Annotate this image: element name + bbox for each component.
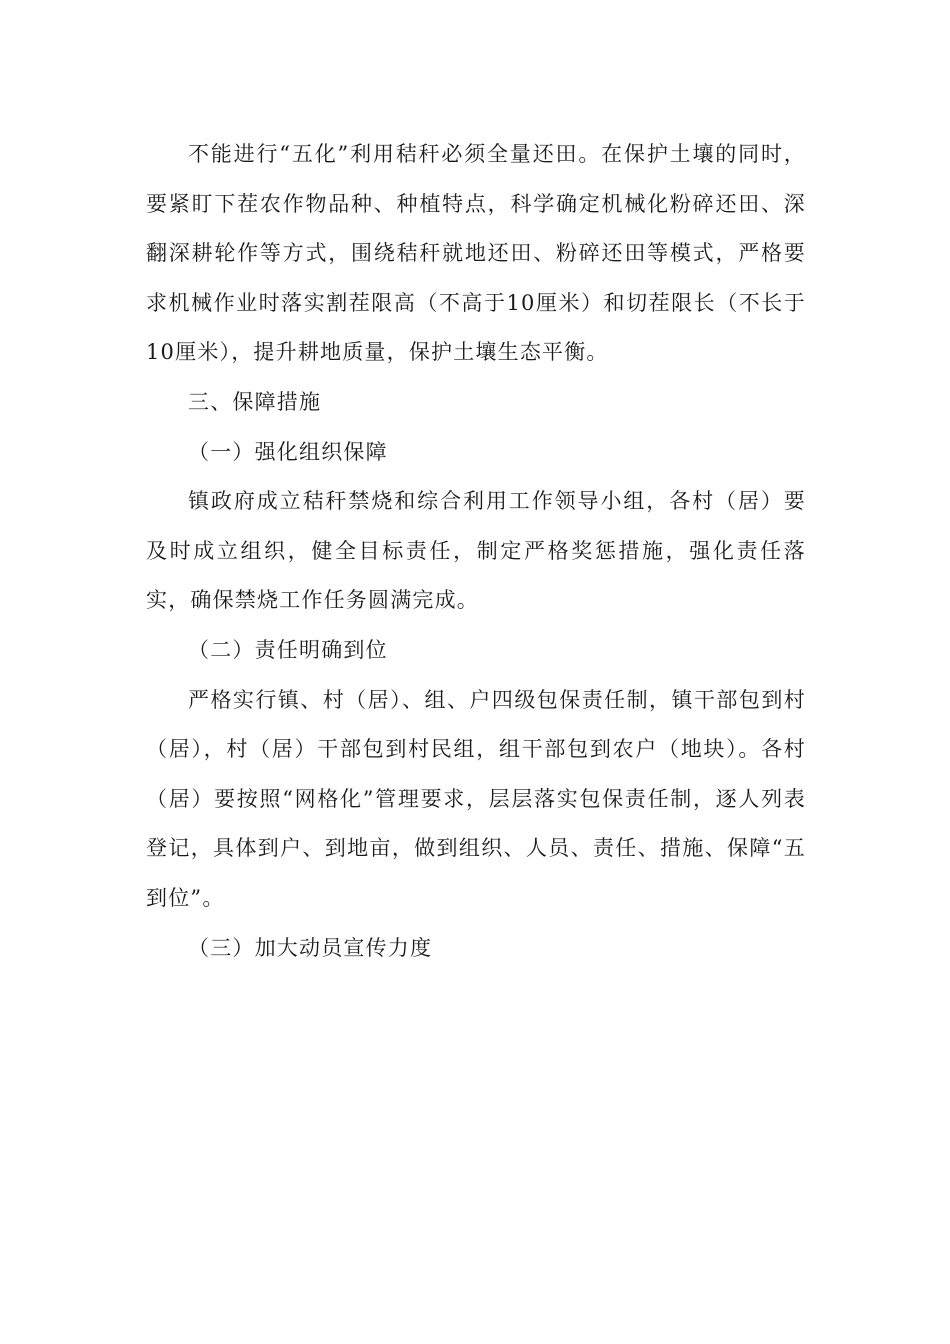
document-body — [146, 130, 806, 973]
paragraph-organization: 镇政府成立秸秆禁烧和综合利用工作领导小组，各村（居）要及时成立组织，健全目标责任，制定严格奖惩措施，强化责任落实，确保禁烧工作任务圆满完成。 — [146, 489, 806, 613]
paragraph-straw-return: 不能进行“五化”利用秸秆必须全量还田。在保护土壤的同时，要紧盯下茬农作物品种、种植特点，科学确定机械化粉碎还田、深翻深耕轮作等方式，围绕秸秆就地还田、粉碎还田等模式，严格要求机械作业时落实割茬限高（不高于10厘米）和切茬限长（不长于10厘米），提升耕地质量，保护土壤生态平衡。 — [146, 142, 806, 365]
section-heading-safeguards: 三、保障措施 — [188, 389, 322, 414]
subheading-responsibility: （二）责任明确到位 — [188, 637, 388, 662]
subheading-organization: （一）强化组织保障 — [188, 439, 388, 464]
paragraph-responsibility: 严格实行镇、村（居）、组、户四级包保责任制，镇干部包到村（居），村（居）干部包到村民组，组干部包到农户（地块）。各村（居）要按照“网格化”管理要求，层层落实包保责任制，逐人列表登记，具体到户、到地亩，做到组织、人员、责任、措施、保障“五到位”。 — [146, 687, 806, 910]
subheading-publicity: （三）加大动员宣传力度 — [188, 935, 433, 960]
